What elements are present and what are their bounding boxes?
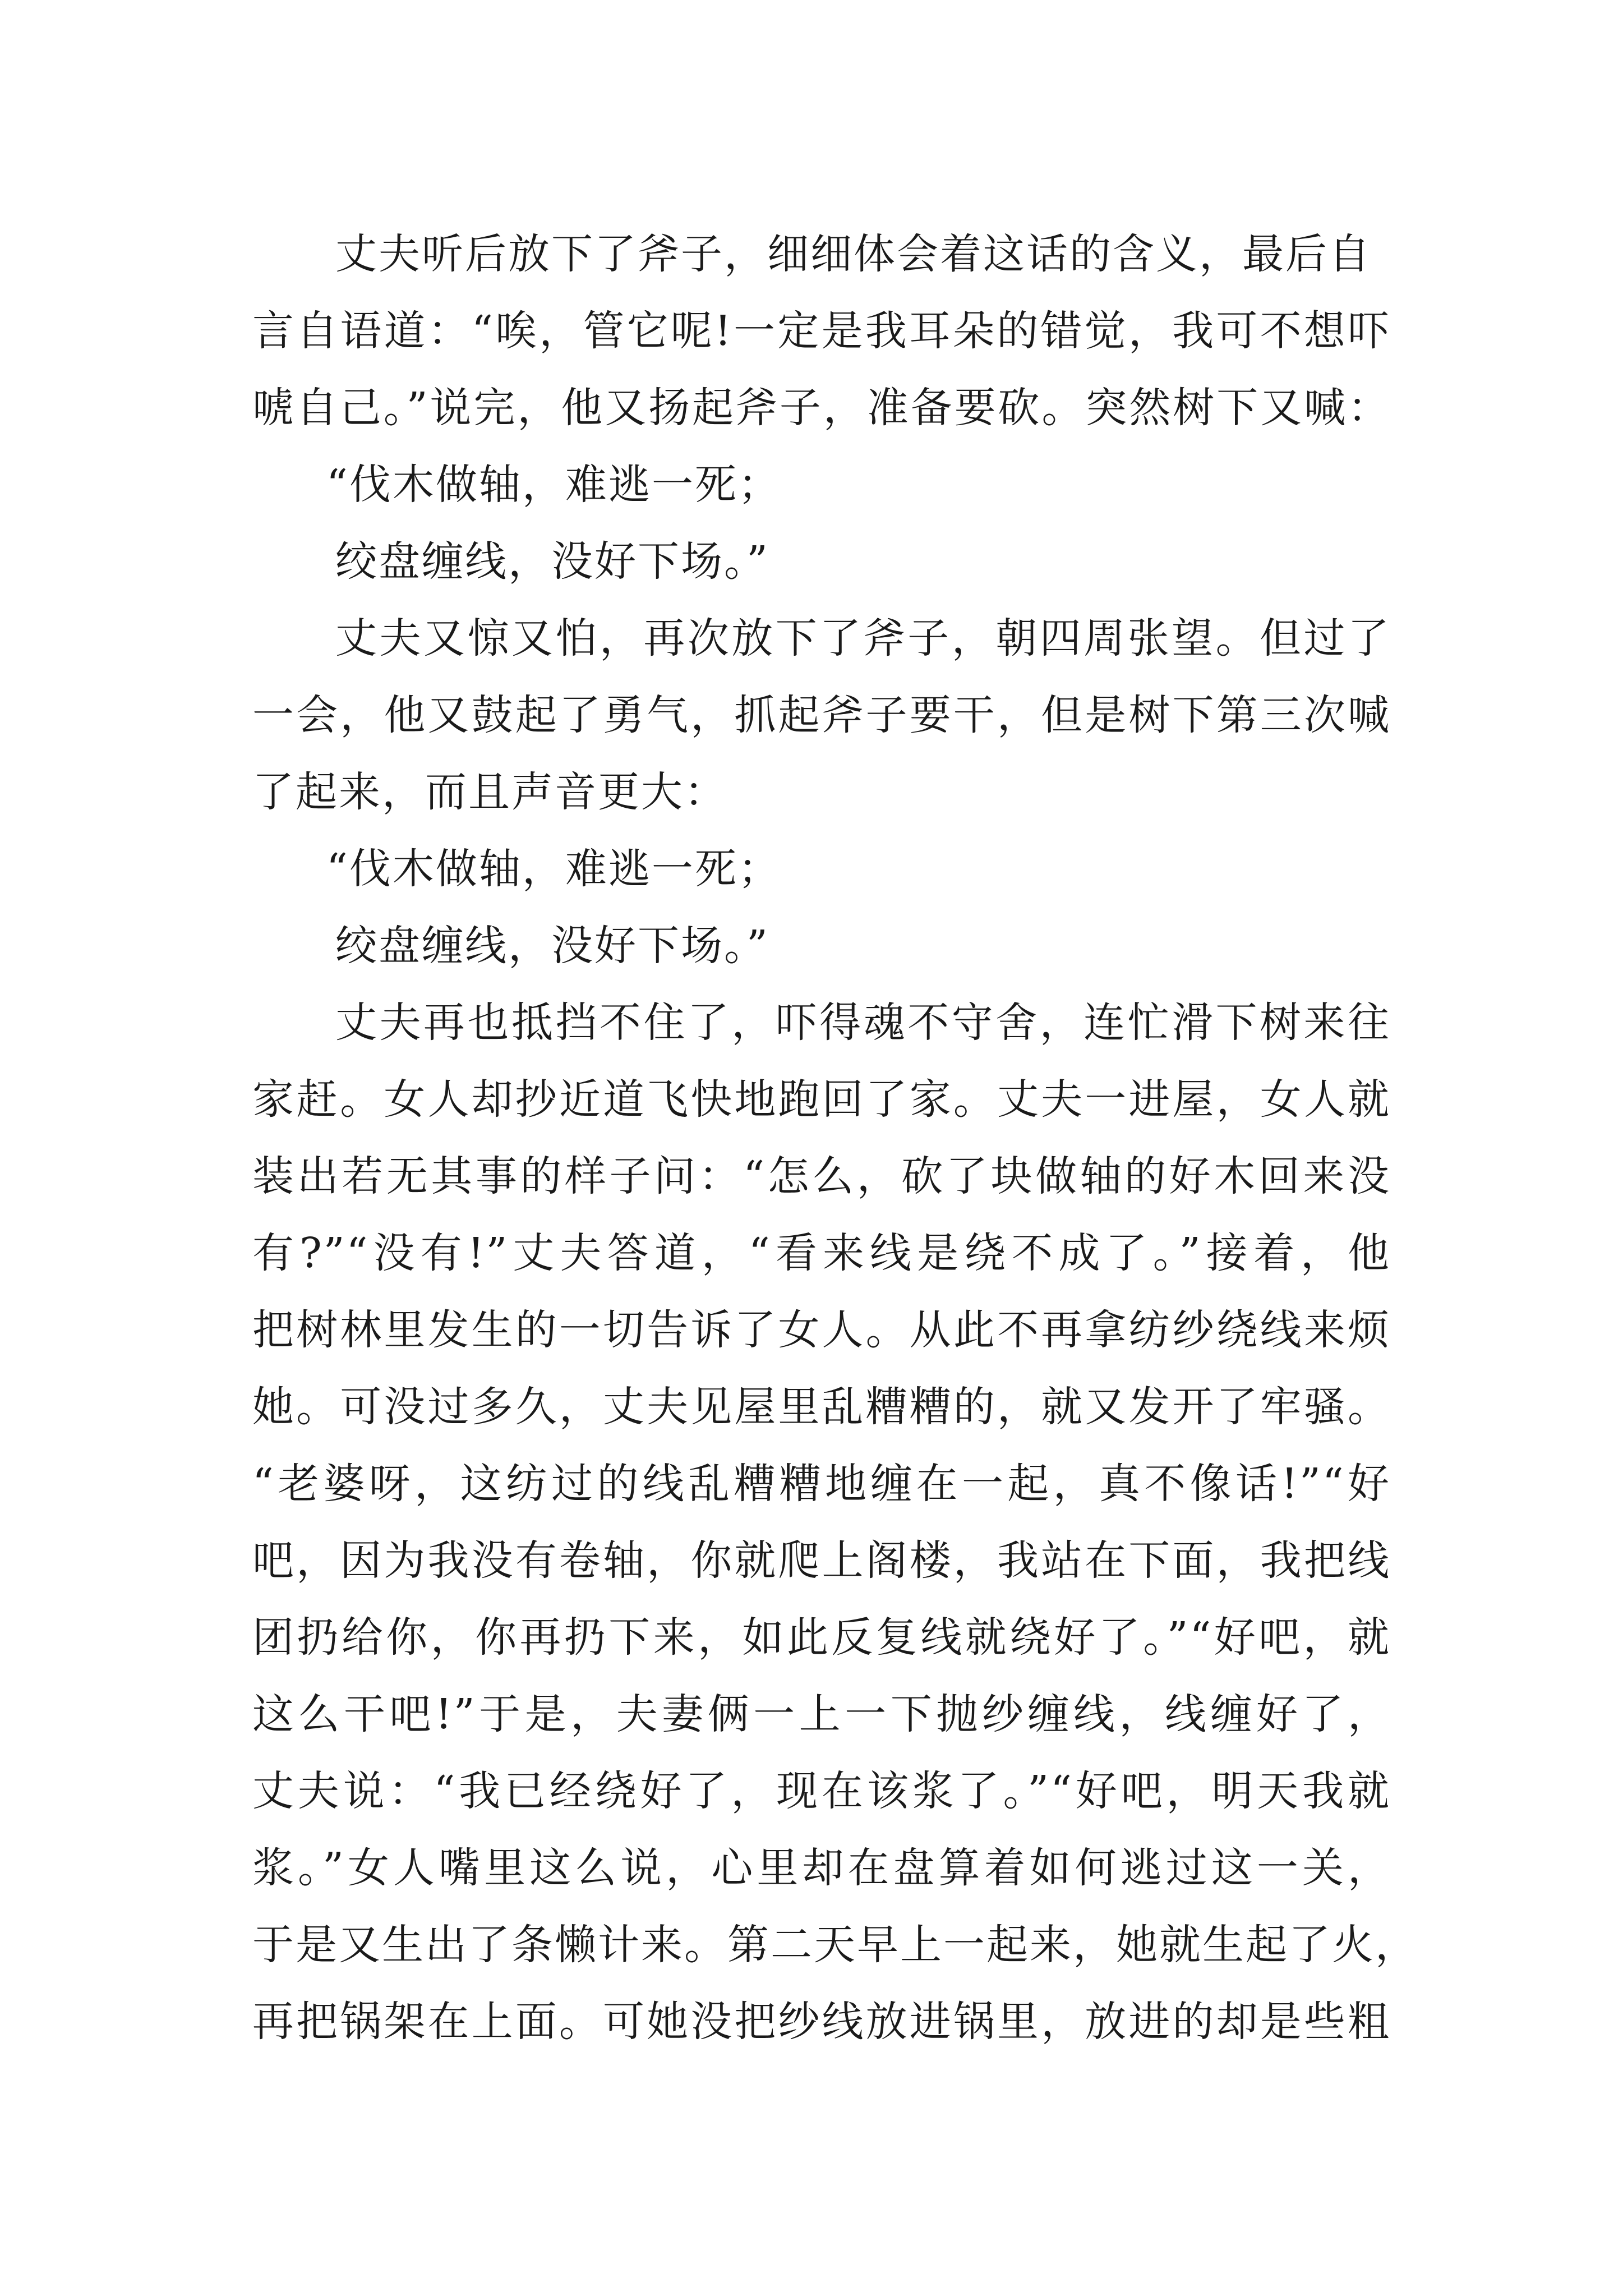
text-line: 了起来，而且声音更大： [252, 768, 727, 816]
text-line: 装出若无其事的样子问：“怎么，砍了块做轴的好木回来没 [252, 1152, 1391, 1200]
text-line: 丈夫说：“我已经绕好了，现在该浆了。”“好吧，明天我就 [252, 1767, 1391, 1815]
text-line: 这么干吧!”于是，夫妻俩一上一下抛纱缠线，线缠好了， [252, 1690, 1391, 1738]
text-line: 吧，因为我没有卷轴，你就爬上阁楼，我站在下面，我把线 [252, 1536, 1391, 1585]
story-text [252, 216, 1418, 2060]
text-line: 再把锅架在上面。可她没把纱线放进锅里，放进的却是些粗 [252, 1998, 1391, 2046]
text-line: 团扔给你，你再扔下来，如此反复线就绕好了。”“好吧，就 [252, 1613, 1391, 1662]
text-line: 言自语道：“唉，管它呢!一定是我耳朵的错觉，我可不想吓 [252, 307, 1391, 355]
text-line: 有?”“没有!”丈夫答道，“看来线是绕不成了。”接着，他 [252, 1229, 1391, 1277]
text-line: 丈夫再也抵挡不住了，吓得魂不守舍，连忙滑下树来往 [335, 999, 1391, 1047]
verse-line: “伐木做轴，难逃一死； [326, 461, 781, 509]
text-line: 她。可没过多久，丈夫见屋里乱糟糟的，就又发开了牢骚。 [252, 1383, 1391, 1431]
text-line: 一会，他又鼓起了勇气，抓起斧子要干，但是树下第三次喊 [252, 691, 1391, 739]
text-line: 丈夫又惊又怕，再次放下了斧子，朝四周张望。但过了 [335, 614, 1391, 662]
text-line: “老婆呀，这纺过的线乱糟糟地缠在一起，真不像话!”“好 [252, 1460, 1391, 1508]
text-line: 把树林里发生的一切告诉了女人。从此不再拿纺纱绕线来烦 [252, 1306, 1391, 1354]
text-line: 浆。”女人嘴里这么说，心里却在盘算着如何逃过这一关， [252, 1844, 1391, 1892]
verse-line: 绞盘缠线，没好下场。” [335, 537, 769, 586]
verse-line: 绞盘缠线，没好下场。” [335, 922, 769, 970]
verse-line: “伐木做轴，难逃一死； [326, 845, 781, 893]
text-line: 丈夫听后放下了斧子，细细体会着这话的含义，最后自 [335, 230, 1372, 278]
text-line: 唬自己。”说完，他又扬起斧子，准备要砍。突然树下又喊： [252, 384, 1391, 432]
text-line: 于是又生出了条懒计来。第二天早上一起来，她就生起了火， [252, 1921, 1418, 1969]
text-line: 家赶。女人却抄近道飞快地跑回了家。丈夫一进屋，女人就 [252, 1075, 1391, 1124]
